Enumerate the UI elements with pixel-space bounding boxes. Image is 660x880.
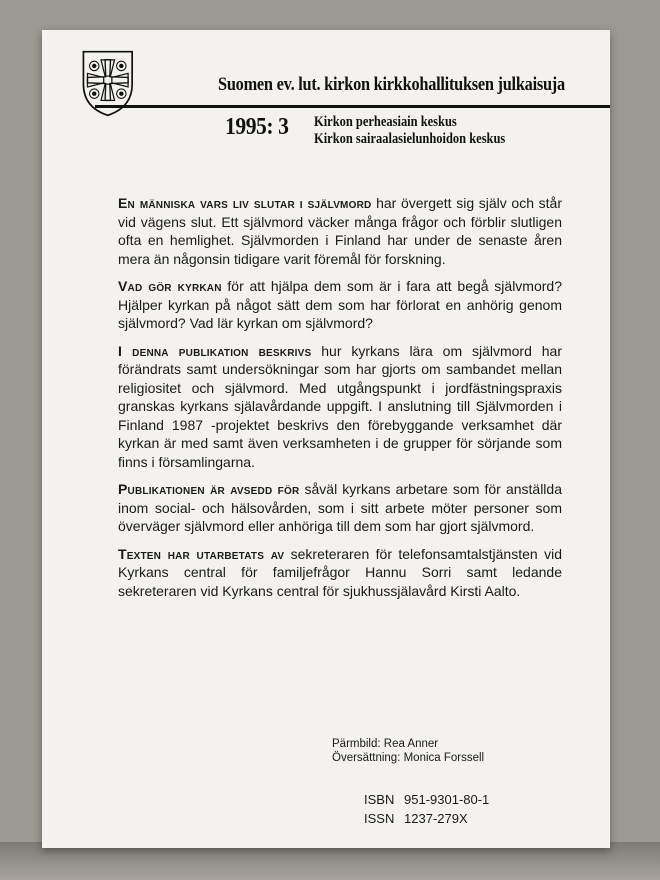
paragraph-1 xyxy=(118,194,562,268)
paragraph-lead: Vad gör kyrkan xyxy=(118,278,222,294)
paragraph-body: för att hjälpa dem som är i fara att begå självmord? Hjälper kyrkan på något sätt dem som har förlorat en anhörig genom självmord? Vad lär kyrkan om självmord? xyxy=(118,278,562,331)
center-line-2: Kirkon sairaalasielunhoidon keskus xyxy=(314,131,506,147)
paragraph-lead: Publikationen är avsedd för xyxy=(118,481,300,497)
isbn-row xyxy=(364,790,564,809)
isbn-value: 951-9301-80-1 xyxy=(404,792,490,807)
paragraph-lead: I denna publikation beskrivs xyxy=(118,342,312,359)
back-cover-page xyxy=(42,30,610,848)
cover-credit: Pärmbild: Rea Anner xyxy=(332,738,439,750)
issn-label: ISSN xyxy=(364,811,395,826)
identifiers xyxy=(364,790,564,828)
center-line-1: Kirkon perheasiain keskus xyxy=(314,114,457,130)
paragraph-lead: Texten har utarbetats av xyxy=(118,545,285,562)
paragraph-5 xyxy=(118,545,562,601)
paragraph-lead: En människa vars liv slutar i självmord xyxy=(118,195,372,211)
paragraph-4 xyxy=(118,480,562,536)
issn-value: 1237-279X xyxy=(404,811,468,826)
credits xyxy=(332,737,532,765)
paragraph-body: såväl kyrkans arbetare som för anställda inom social- och hälsovården, som i sitt arbete möter personer som överväger självmord eller anhöriga till dem som har gjort självmord. xyxy=(118,481,562,534)
paragraph-body: hur kyrkans lära om självmord har förändrats samt undersökningar som har gjorts om sambandet mellan religiositet och självmord. Med utgångspunkt i jordfästningspraxis granskas kyrkans själavårdande uppgift. I anslutning till Självmorden i Finland 1987 -projektet beskrivs den förebyggande verksamhet där kyrkan är med samt även verksamheten i de grupper för sörjande som finns i församlingarna. xyxy=(118,342,562,470)
issue-number: 1995: 3 xyxy=(225,114,289,140)
paragraph-2 xyxy=(118,277,562,333)
translation-credit: Översättning: Monica Forssell xyxy=(332,752,485,764)
issn-row xyxy=(364,809,564,828)
paragraph-body: sekreteraren för telefonsamtalstjänsten vid Kyrkans central för familjefrågor Hannu Sorri samt ledande sekreteraren vid Kyrkans central för sjukhussjälavård Kirsti Aalto. xyxy=(118,545,562,599)
isbn-label: ISBN xyxy=(364,792,395,807)
description-text xyxy=(118,194,562,609)
church-crest-icon xyxy=(78,43,166,143)
series-title: Suomen ev. lut. kirkon kirkkohallituksen julkaisuja xyxy=(218,74,565,95)
paragraph-3 xyxy=(118,342,562,472)
publishing-centers xyxy=(314,114,572,148)
header-rule xyxy=(95,105,610,108)
paragraph-body: har övergett sig själv och står vid vägens slut. Ett självmord väcker många frågor och förblir slutligen ofta en hemlighet. Självmorden i Finland har under de senaste åren mera än någonsin tidigare varit föremål för forskning. xyxy=(118,195,562,267)
